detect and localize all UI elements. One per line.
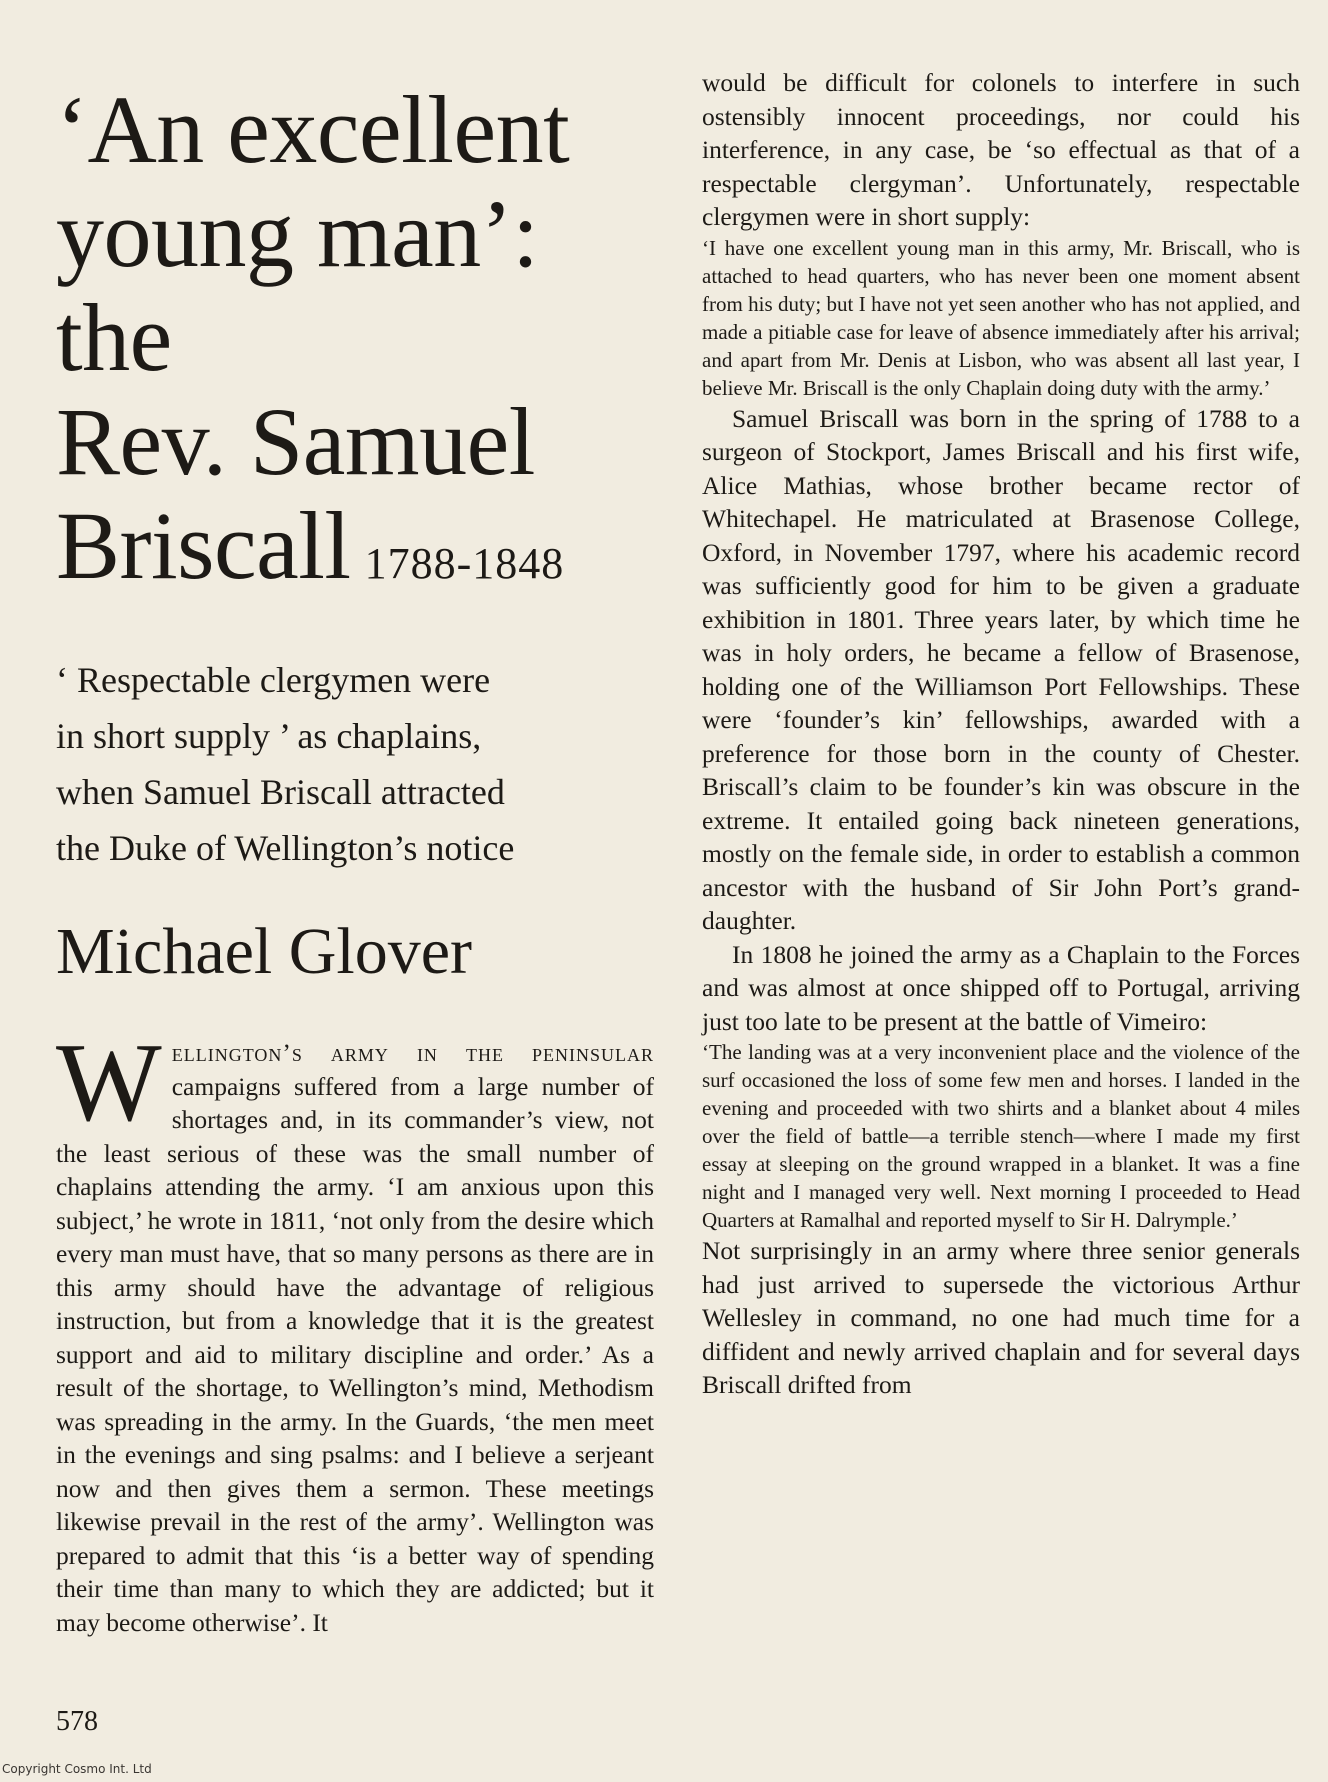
- page-number: 578: [56, 1706, 98, 1737]
- opening-paragraph: [56, 1021, 654, 1639]
- deck-line: the Duke of Wellington’s notice: [56, 828, 515, 868]
- lead-smallcaps: ellington’s army in the peninsular: [171, 1038, 654, 1067]
- copyright-notice: Copyright Cosmo Int. Ltd: [2, 1762, 152, 1776]
- opening-text: campaigns suffered from a large number of shortages and, in its commander’s view, not the least serious of these was the small number of chaplains attending the army. ‘I am anxious upon this subject,’ he wrote in 1811, ‘not only from the desire which every man must have, that so many persons as there are in this army should have the advantage of religious instruction, but from a knowledge that it is the greatest support and aid to military discipline and order.’ As a result of the shortage, to Wellington’s mind, Methodism was spreading in the army. In the Guards, ‘the men meet in the evenings and sing psalms: and I believe a serjeant now and then gives them a sermon. These meetings likewise prevail in the rest of the army’. Wellington was prepared to admit that this ‘is a better way of spending their time than many to which they are addicted; but it may become otherwise’. It: [56, 1071, 654, 1637]
- title-line: young man’:: [56, 180, 539, 287]
- title-line: Briscall: [56, 492, 351, 599]
- paragraph: In 1808 he joined the army as a Chaplain to the Forces and was almost at once shipped off to Portugal, arriving just too late to be present at the battle of Vimeiro:: [702, 939, 1300, 1036]
- title-line: the: [56, 284, 172, 391]
- paragraph: would be difficult for colonels to interfere in such ostensibly innocent proceedings, nor could his interference, in any case, be ‘so effectual as that of a respectable clergyman’. Unfortunately, respectable clergymen were in short supply:: [702, 68, 1300, 231]
- title-line: Rev. Samuel: [56, 388, 535, 495]
- author-byline: Michael Glover: [56, 915, 473, 988]
- right-body-text: [702, 66, 1300, 1402]
- paragraph: Samuel Briscall was born in the spring of 1788 to a surgeon of Stockport, James Briscall and his first wife, Alice Mathias, whose brother became rector of Whitechapel. He matriculated at Brasenose College, Oxford, in November 1797, where his academic record was sufficiently good for him to be given a graduate exhibition in 1801. Three years later, by which time he was in holy orders, he became a fellow of Brasenose, holding one of the Williamson Port Fellowships. These were ‘founder’s kin’ fellowships, awarded with a preference for those born in the county of Chester. Briscall’s claim to be founder’s kin was obscure in the extreme. It entailed going back nineteen generations, mostly on the female side, in order to establish a common ancestor with the husband of Sir John Port’s grand-daughter.: [702, 403, 1300, 935]
- article-title: [56, 78, 656, 616]
- deck-line: when Samuel Briscall attracted: [56, 772, 505, 812]
- deck-line: ‘ Respectable clergymen were: [56, 660, 491, 700]
- deck-line: in short supply ’ as chaplains,: [56, 716, 482, 756]
- paragraph: Not surprisingly in an army where three senior generals had just arrived to supersede the victorious Arthur Wellesley in command, no one had much time for a diffident and newly arrived chaplain and for several days Briscall drifted from: [702, 1236, 1300, 1399]
- title-years: 1788-1848: [364, 539, 565, 588]
- title-line-last: [56, 494, 656, 616]
- title-line: ‘An excellent: [56, 76, 570, 183]
- left-body-text: [56, 1021, 654, 1639]
- left-column-header: [56, 64, 656, 992]
- block-quote: ‘The landing was at a very inconvenient place and the violence of the surf occasioned the loss of some few men and horses. I landed in the evening and proceeded with two shirts and a blanket about 4 miles over the field of battle—a terrible stench—where I made my first essay at sleeping on the ground wrapped in a blanket. It was a fine night and I managed very well. Next morning I proceeded to Head Quarters at Ramalhal and reported myself to Sir H. Dalrymple.’: [702, 1040, 1300, 1232]
- article-deck: [56, 652, 656, 876]
- block-quote: ‘I have one excellent young man in this army, Mr. Briscall, who is attached to head quarters, who has never been one moment absent from his duty; but I have not yet seen another who has not applied, and made a pitiable case for leave of absence immediately after his arrival; and apart from Mr. Denis at Lisbon, who was absent all last year, I believe Mr. Briscall is the only Chaplain doing duty with the army.’: [702, 235, 1300, 400]
- drop-cap: W: [56, 1021, 162, 1145]
